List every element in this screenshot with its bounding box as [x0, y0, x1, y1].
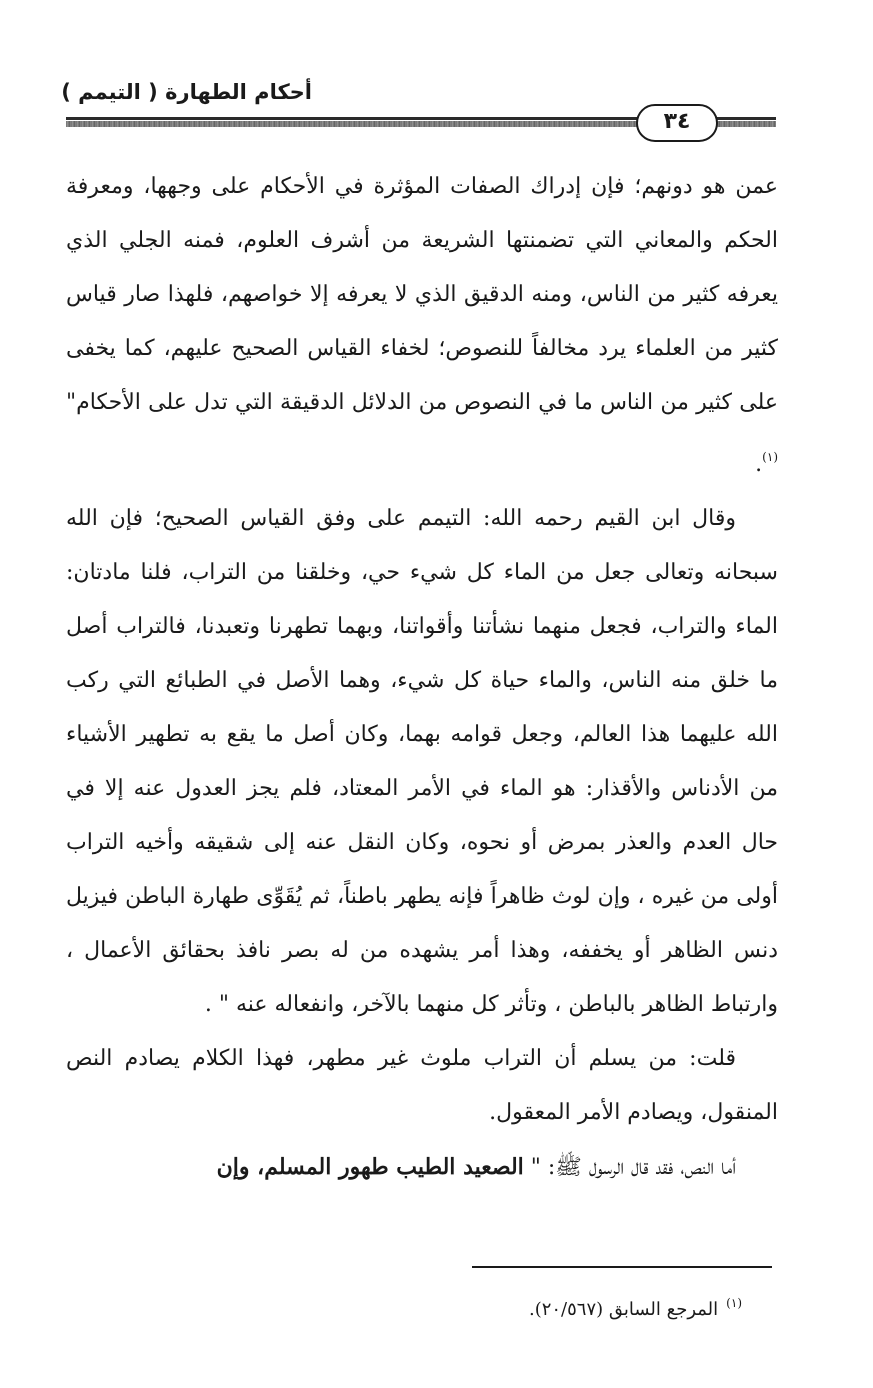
- footnote-separator: [472, 1266, 772, 1268]
- paragraph-2: وقال ابن القيم رحمه الله: التيمم على وفق القياس الصحيح؛ فإن الله سبحانه وتعالى جعل من الماء كل شيء حي، وخلقنا من التراب، فلنا مادتان: الماء والتراب، فجعل منهما نشأتنا وأقواتنا، وبهما تطهرنا وتعبدنا، فالتراب أصل ما خلق منه الناس، والماء حياة كل شيء، وهما الأصل في الطبائع التي ركب الله عليهما هذا العالم، وجعل قوامه بهما، وكان أصل ما يقع به تطهير الأشياء من الأدناس والأقذار: هو الماء في الأمر المعتاد، فلم يجز العدول عنه إلا في حال العدم والعذر بمرض أو نحوه، وكان النقل عنه إلى شقيقه وأخيه التراب أولى من غيره ، وإن لوث ظاهراً فإنه يطهر باطناً، ثم يُقَوِّى طهارة الباطن فيزيل دنس الظاهر أو يخففه، وهذا أمر يشهده من له بصر نافذ بحقائق الأعمال ، وارتباط الظاهر بالباطن ، وتأثر كل منهما بالآخر، وانفعاله عنه " .: [66, 506, 778, 1017]
- footnote-reference: (١): [762, 450, 778, 464]
- paragraph-3: قلت: من يسلم أن التراب ملوث غير مطهر، فهذا الكلام يصادم النص المنقول، ويصادم الأمر المعقول.: [66, 1046, 778, 1125]
- hadith-quote: الصعيد الطيب طهور المسلم، وإن: [216, 1154, 524, 1180]
- body-text: [66, 160, 778, 1195]
- footnote-text: المرجع السابق (٢٠/٥٦٧).: [528, 1299, 719, 1320]
- running-header-title: أحكام الطهارة ( التيمم ): [61, 80, 312, 104]
- paragraph-4: أما النص، فقد قال الرسول ﷺ: " الصعيد الطيب طهور المسلم، وإن: [216, 1154, 736, 1180]
- page-number-badge: ٣٤: [636, 104, 718, 142]
- paragraph-1: عمن هو دونهم؛ فإن إدراك الصفات المؤثرة في الأحكام على وجهها، ومعرفة الحكم والمعاني التي تضمنتها الشريعة من أشرف العلوم، فمنه الجلي الذي يعرفه كثير من الناس، ومنه الدقيق الذي لا يعرفه إلا خواصهم، فلهذا صار قياس كثير من العلماء يرد مخالفاً للنصوص؛ لخفاء القياس الصحيح عليهم، كما يخفى على كثير من الناس ما في النصوص من الدلائل الدقيقة التي تدل على الأحكام"$^{(١)}$.: [66, 174, 779, 477]
- footnote-marker: (١): [726, 1296, 742, 1310]
- footnote: [330, 1288, 742, 1325]
